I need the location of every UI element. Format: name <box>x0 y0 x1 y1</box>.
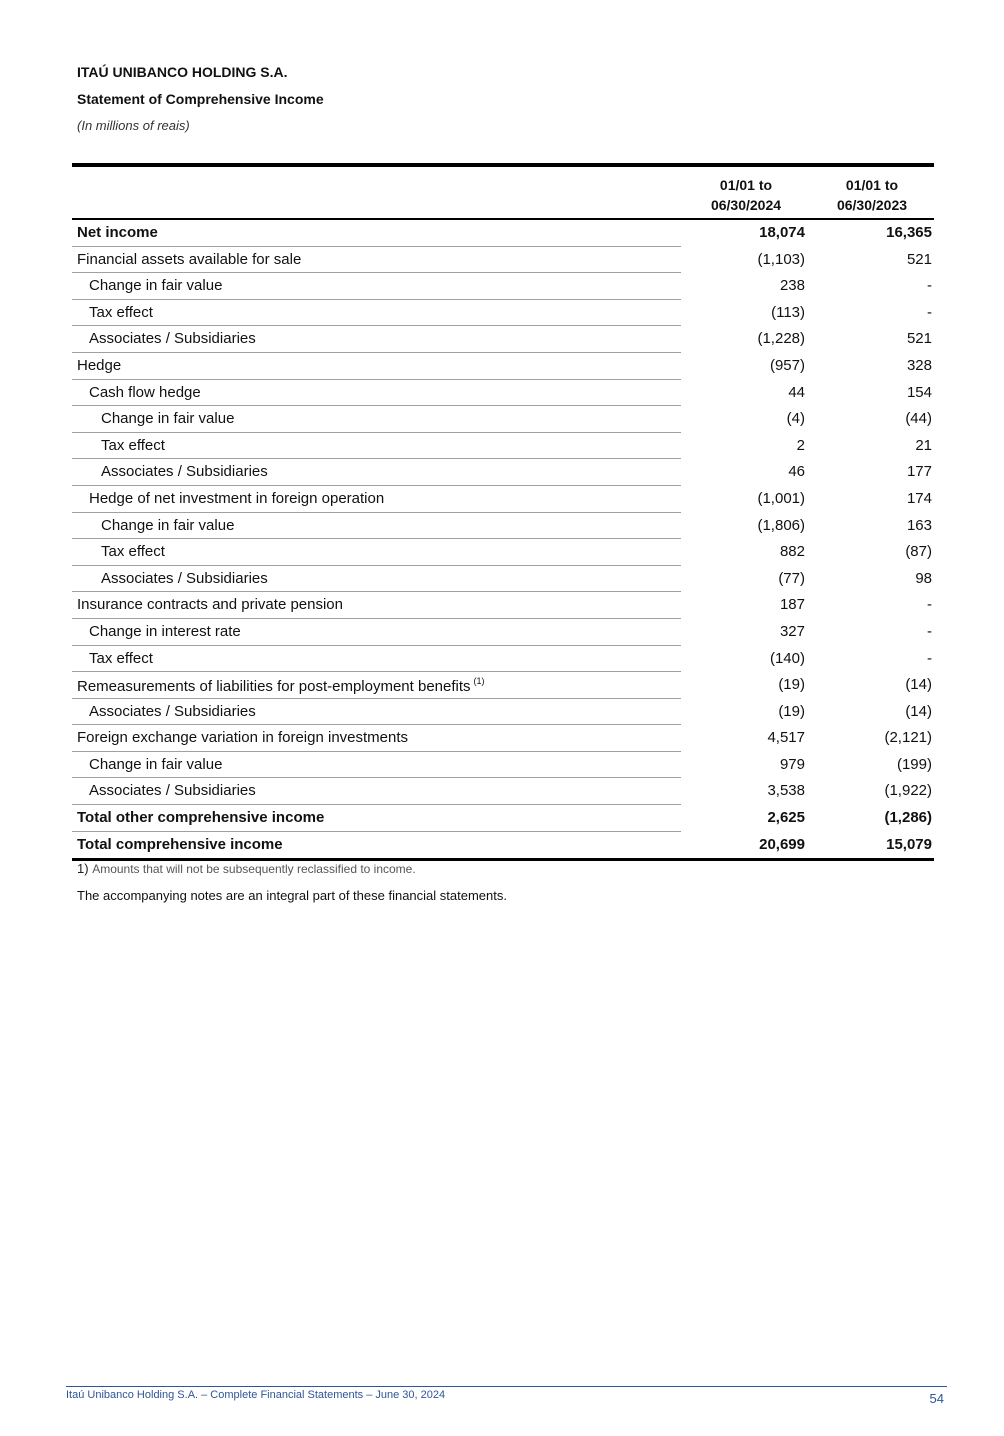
table-row <box>72 592 934 619</box>
value-2023: (1,922) <box>884 782 932 800</box>
table-row <box>72 778 934 805</box>
table-row <box>72 752 934 779</box>
value-2024: 3,538 <box>767 782 805 800</box>
row-footnote-ref: (1) <box>473 676 485 687</box>
value-2024: 2 <box>796 436 805 454</box>
row-label-cell <box>72 433 681 460</box>
table-row <box>72 273 934 300</box>
row-label: Change in fair value <box>101 516 235 534</box>
value-2023: 98 <box>915 569 932 587</box>
value-2024: (113) <box>771 303 805 321</box>
table-row <box>72 805 934 832</box>
value-2023: 521 <box>906 250 932 268</box>
table-header <box>72 167 934 220</box>
table-row <box>72 672 934 699</box>
value-2023: - <box>927 596 932 614</box>
table-row <box>72 380 934 407</box>
table-row <box>72 646 934 673</box>
value-2024: 2,625 <box>767 809 805 827</box>
table-row <box>72 406 934 433</box>
value-2023: - <box>927 649 932 667</box>
company-name: ITAÚ UNIBANCO HOLDING S.A. <box>77 64 288 80</box>
table-row <box>72 566 934 593</box>
row-label-cell <box>72 353 681 380</box>
row-label-cell <box>72 513 681 540</box>
row-label-cell <box>72 300 681 327</box>
row-label: Remeasurements of liabilities for post-employment benefits $^{(1)}$ <box>77 676 485 696</box>
table-row <box>72 433 934 460</box>
column-header-2023: 01/01 to 06/30/2023 <box>836 177 908 213</box>
row-label-cell <box>72 566 681 593</box>
value-2024: (140) <box>769 649 805 667</box>
value-2023: (2,121) <box>884 729 932 747</box>
table-row <box>72 459 934 486</box>
value-2023: (1,286) <box>884 809 932 827</box>
page-number: 54 <box>929 1391 944 1406</box>
row-label-cell <box>72 619 681 646</box>
row-label-cell <box>72 220 681 247</box>
income-table <box>72 163 934 861</box>
value-2023: 16,365 <box>886 224 932 241</box>
table-row <box>72 486 934 513</box>
row-label: Foreign exchange variation in foreign investments <box>77 729 409 747</box>
table-row <box>72 619 934 646</box>
value-2023: 174 <box>906 489 932 507</box>
row-label: Total comprehensive income <box>77 835 283 853</box>
value-2024: (1,806) <box>757 516 805 534</box>
accompanying-notes: The accompanying notes are an integral part of these financial statements. <box>77 888 507 903</box>
table-row <box>72 513 934 540</box>
footer-rule <box>66 1386 947 1387</box>
statement-title: Statement of Comprehensive Income <box>77 91 324 107</box>
value-2024: (957) <box>769 356 805 374</box>
value-2024: 20,699 <box>759 835 805 853</box>
table-row <box>72 832 934 859</box>
row-label: Change in fair value <box>89 755 223 773</box>
value-2024: (77) <box>778 569 805 587</box>
value-2023: 177 <box>906 463 932 481</box>
value-2024: 882 <box>779 543 805 561</box>
row-label-cell <box>72 486 681 513</box>
row-label: Associates / Subsidiaries <box>89 702 256 720</box>
row-label: Associates / Subsidiaries <box>89 782 256 800</box>
row-label-cell <box>72 459 681 486</box>
row-label-cell <box>72 273 681 300</box>
row-label: Financial assets available for sale <box>77 250 302 268</box>
row-label: Tax effect <box>101 543 165 561</box>
row-label: Change in interest rate <box>89 622 241 640</box>
units-note: (In millions of reais) <box>77 118 190 133</box>
value-2023: 521 <box>906 330 932 348</box>
row-label-cell <box>72 247 681 274</box>
row-label-cell <box>72 725 681 752</box>
value-2023: - <box>927 622 932 640</box>
table-row <box>72 220 934 247</box>
table-row <box>72 699 934 726</box>
row-label: Tax effect <box>89 303 153 321</box>
value-2023: 15,079 <box>886 835 932 853</box>
row-label-cell <box>72 406 681 433</box>
row-label-cell <box>72 592 681 619</box>
row-label: Insurance contracts and private pension <box>77 596 343 614</box>
row-label: Net income <box>77 224 158 241</box>
value-2023: - <box>927 277 932 295</box>
row-label: Associates / Subsidiaries <box>101 569 268 587</box>
value-2023: (44) <box>905 410 932 428</box>
footnote-text: Amounts that will not be subsequently reclassified to income. <box>92 862 416 876</box>
row-label: Hedge of net investment in foreign operation <box>89 489 385 507</box>
row-label-cell <box>72 539 681 566</box>
row-label: Change in fair value <box>101 410 235 428</box>
row-label-cell <box>72 805 681 832</box>
footnote <box>77 861 416 876</box>
table-row <box>72 326 934 353</box>
row-label-cell <box>72 672 681 699</box>
footer-text: Itaú Unibanco Holding S.A. – Complete Financial Statements – June 30, 2024 <box>66 1389 446 1401</box>
value-2024: 44 <box>788 383 805 401</box>
value-2023: 328 <box>906 356 932 374</box>
value-2024: 238 <box>779 277 805 295</box>
value-2024: 327 <box>779 622 805 640</box>
value-2024: 46 <box>788 463 805 481</box>
row-label: Tax effect <box>101 436 165 454</box>
value-2024: 187 <box>779 596 805 614</box>
table-row <box>72 725 934 752</box>
table-row <box>72 247 934 274</box>
table-body <box>72 220 934 858</box>
value-2024: (19) <box>778 676 805 694</box>
row-label: Associates / Subsidiaries <box>101 463 268 481</box>
row-label: Associates / Subsidiaries <box>89 330 256 348</box>
value-2024: (1,001) <box>757 489 805 507</box>
table-row <box>72 539 934 566</box>
value-2024: 4,517 <box>767 729 805 747</box>
row-label-cell <box>72 380 681 407</box>
row-label-cell <box>72 646 681 673</box>
row-label-cell <box>72 752 681 779</box>
row-label-cell <box>72 699 681 726</box>
value-2023: 21 <box>915 436 932 454</box>
value-2023: (199) <box>896 755 932 773</box>
value-2024: 979 <box>779 755 805 773</box>
row-label-cell <box>72 832 681 859</box>
value-2023: (87) <box>905 543 932 561</box>
column-header-2024: 01/01 to 06/30/2024 <box>710 177 782 213</box>
row-label: Total other comprehensive income <box>77 809 325 827</box>
value-2024: (4) <box>786 410 805 428</box>
value-2023: 154 <box>906 383 932 401</box>
table-row <box>72 300 934 327</box>
row-label-cell <box>72 778 681 805</box>
value-2023: (14) <box>905 702 932 720</box>
table-row <box>72 353 934 380</box>
value-2023: - <box>927 303 932 321</box>
row-label-cell <box>72 326 681 353</box>
value-2024: (1,103) <box>757 250 805 268</box>
row-label: Tax effect <box>89 649 153 667</box>
row-label: Cash flow hedge <box>89 383 201 401</box>
footnote-marker: 1) <box>77 861 89 876</box>
row-label: Change in fair value <box>89 277 223 295</box>
value-2024: (19) <box>778 702 805 720</box>
value-2023: 163 <box>906 516 932 534</box>
row-label: Hedge <box>77 356 122 374</box>
value-2024: (1,228) <box>757 330 805 348</box>
value-2023: (14) <box>905 676 932 694</box>
value-2024: 18,074 <box>759 224 805 241</box>
